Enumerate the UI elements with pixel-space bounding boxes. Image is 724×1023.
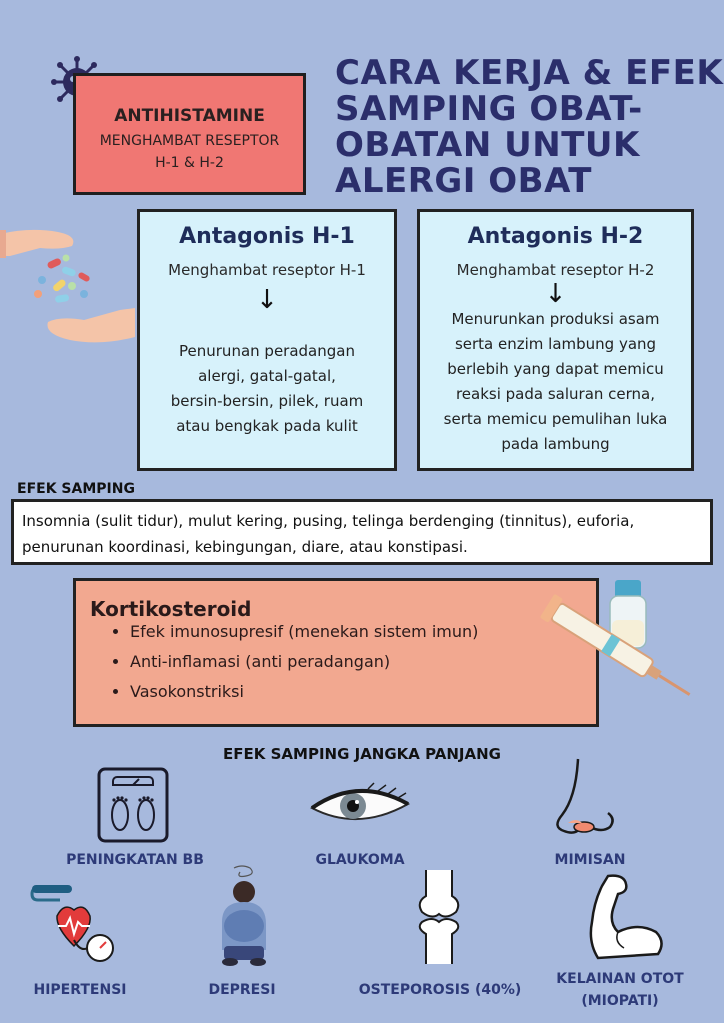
page-title [335,53,724,201]
jangka-panjang-heading: EFEK SAMPING JANGKA PANJANG [223,745,501,763]
antihistamine-heading: ANTIHISTAMINE [114,106,265,126]
label-mimisan: MIMISAN [554,852,626,868]
h2-desc-line: pada lambung [501,435,610,453]
muscle-arm-icon [578,872,668,962]
depressed-person-icon [212,862,274,968]
antihistamine-sub-line2: H-1 & H-2 [155,155,224,171]
scale-icon [97,767,169,843]
title-line-2: SAMPING OBAT- [335,89,643,129]
label-osteoporosis: OSTEPOROSIS (40%) [358,982,522,998]
label-hipertensi: HIPERTENSI [33,982,127,998]
label-kelainan-otot-line1: KELAINAN OTOT [556,971,684,987]
hands-pills-icon [0,222,135,347]
h2-subtitle: Menghambat reseptor H-2 [456,261,655,279]
h1-desc-line: alergi, gatal-gatal, [198,367,336,385]
h2-desc-line: reaksi pada saluran cerna, [455,385,656,403]
h1-subtitle: Menghambat reseptor H-1 [168,261,366,279]
title-line-1: CARA KERJA & EFEK [335,53,724,93]
nose-icon [550,757,620,842]
list-item: • Anti-inflamasi (anti peradangan) [130,647,478,677]
h2-desc-line: berlebih yang dapat memicu [447,360,664,378]
efek-samping-line2: penurunan koordinasi, kebingungan, diare, atau konstipasi. [22,538,468,556]
h2-desc-line: serta enzim lambung yang [454,335,657,353]
h1-desc-line: atau bengkak pada kulit [176,417,358,435]
bone-joint-icon [412,868,466,966]
h1-description [140,339,394,439]
eye-icon [308,782,416,830]
antihistamine-sub-line1: MENGHAMBAT RESEPTOR [99,133,280,149]
kortikosteroid-heading: Kortikosteroid [90,597,252,621]
blood-pressure-icon [30,882,120,964]
h2-description [420,307,691,457]
h1-heading: Antagonis H-1 [179,224,355,249]
down-arrow-icon: ↓ [256,285,278,315]
h2-heading: Antagonis H-2 [467,224,644,249]
list-item: • Vasokonstriksi [130,677,478,707]
efek-samping-box [11,499,713,565]
antihistamine-box [73,73,306,195]
antagonis-h1-card [137,209,397,471]
kortikosteroid-box [73,578,599,727]
h2-desc-line: Menurunkan produksi asam [451,310,660,328]
kortikosteroid-list [114,617,478,707]
efek-samping-line1: Insomnia (sulit tidur), mulut kering, pusing, telinga berdenging (tinnitus), euforia, [22,512,635,530]
label-peningkatan-bb: PENINGKATAN BB [66,852,204,868]
antagonis-h2-card [417,209,694,471]
h1-desc-line: bersin-bersin, pilek, ruam [170,392,364,410]
title-line-3: OBATAN UNTUK [335,125,640,165]
label-kelainan-otot [545,968,695,1012]
h2-desc-line: serta memicu pemulihan luka [443,410,668,428]
syringe-vial-icon [535,578,695,708]
list-item: • Efek imunosupresif (menekan sistem imun) [130,617,478,647]
title-line-4: ALERGI OBAT [335,161,592,201]
label-kelainan-otot-line2: (MIOPATI) [581,993,659,1009]
label-glaukoma: GLAUKOMA [315,852,405,868]
label-depresi: DEPRESI [208,982,276,998]
down-arrow-icon: ↓ [544,279,567,309]
efek-samping-label: EFEK SAMPING [17,481,135,497]
h1-desc-line: Penurunan peradangan [179,342,355,360]
